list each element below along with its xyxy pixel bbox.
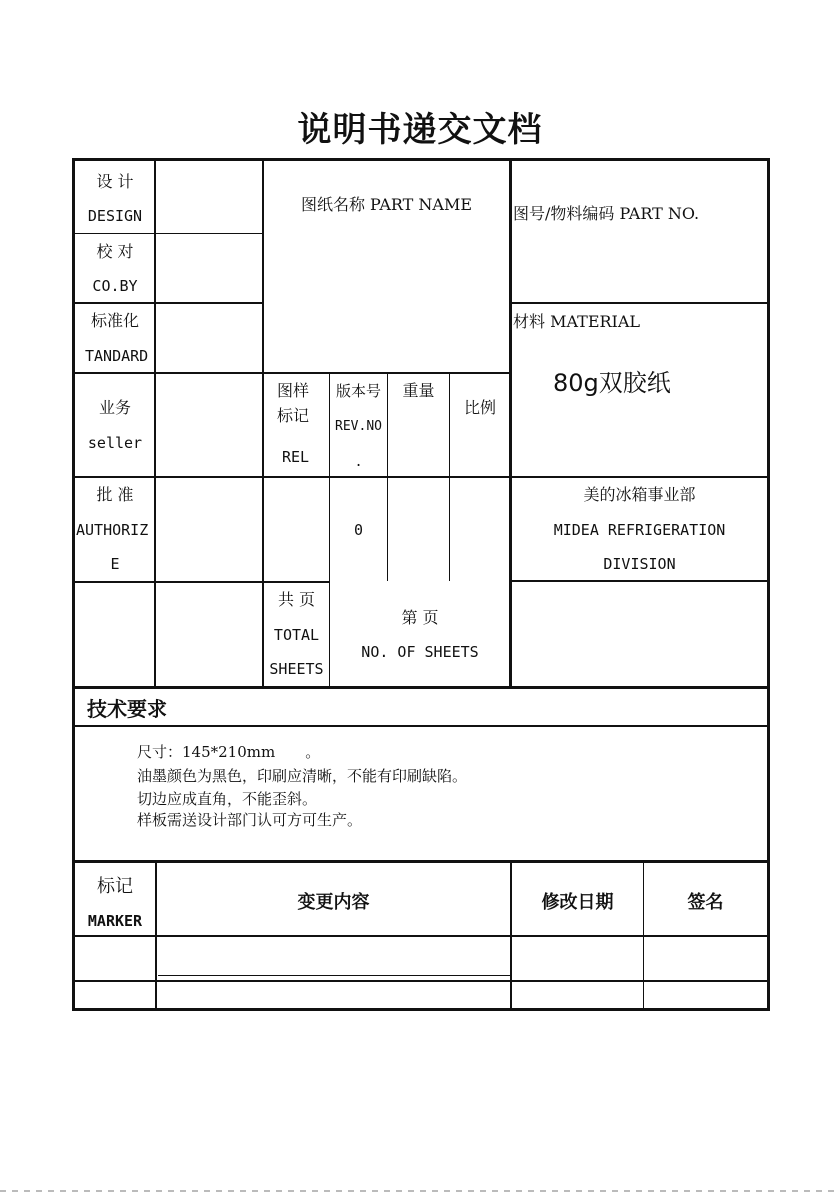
revision-label: 版本号 (335, 382, 381, 400)
requirements-heading: 技术要求 (87, 697, 167, 721)
check-label: 校 对 (96, 242, 134, 261)
sample-mark-label: 图样 (277, 381, 310, 400)
check-label-en: CO.BY (92, 277, 138, 295)
material-label: 材料 MATERIAL (513, 312, 641, 331)
requirement-line: 尺寸：145*210mm 。 (137, 743, 321, 761)
standardization-label-en: TANDARD (85, 347, 149, 365)
standardization-label: 标准化 (90, 311, 139, 330)
company-name-en-2: DIVISION (603, 555, 676, 573)
material-value: 80g双胶纸 (553, 369, 671, 397)
revision-label-en: REV.NO (335, 419, 382, 434)
revision-value: 0 (353, 521, 364, 539)
sheet-number-label-en: NO. OF SHEETS (361, 643, 479, 661)
approve-label-en-2: E (110, 555, 120, 573)
part-name-label: 图纸名称 PART NAME (300, 195, 473, 214)
total-sheets-label-en: TOTAL (273, 626, 320, 644)
company-name-en: MIDEA REFRIGERATION (553, 521, 726, 539)
requirement-line: 切边应成直角，不能歪斜。 (137, 790, 318, 808)
scale-label: 比例 (463, 398, 496, 417)
seller-label: 业务 (98, 398, 131, 417)
company-name: 美的冰箱事业部 (583, 485, 696, 504)
requirement-line: 油墨颜色为黑色，印刷应清晰，不能有印刷缺陷。 (137, 767, 468, 785)
seller-label-en: seller (87, 434, 143, 452)
change-content-header: 变更内容 (297, 892, 370, 913)
revision-dot: . (355, 451, 362, 470)
approve-label: 批 准 (96, 485, 134, 504)
sample-mark-label-2: 标记 (277, 406, 310, 425)
total-sheets-label-en-2: SHEETS (269, 660, 324, 678)
change-date-header: 修改日期 (541, 892, 614, 913)
sample-mark-en: REL (282, 448, 310, 466)
weight-label: 重量 (402, 381, 435, 400)
part-number-label: 图号/物料编码 PART NO. (513, 204, 700, 223)
signature-header: 签名 (687, 892, 724, 913)
sheet-number-label: 第 页 (401, 608, 439, 627)
requirement-line: 样板需送设计部门认可方可生产。 (137, 811, 363, 829)
document-title: 说明书递交文档 (297, 110, 543, 150)
marker-label: 标记 (97, 876, 133, 897)
marker-label-en: MARKER (87, 912, 143, 930)
design-label-en: DESIGN (87, 207, 143, 225)
approve-label-en: AUTHORIZ (76, 521, 149, 539)
design-label: 设 计 (96, 172, 134, 191)
total-sheets-label: 共 页 (277, 590, 316, 609)
